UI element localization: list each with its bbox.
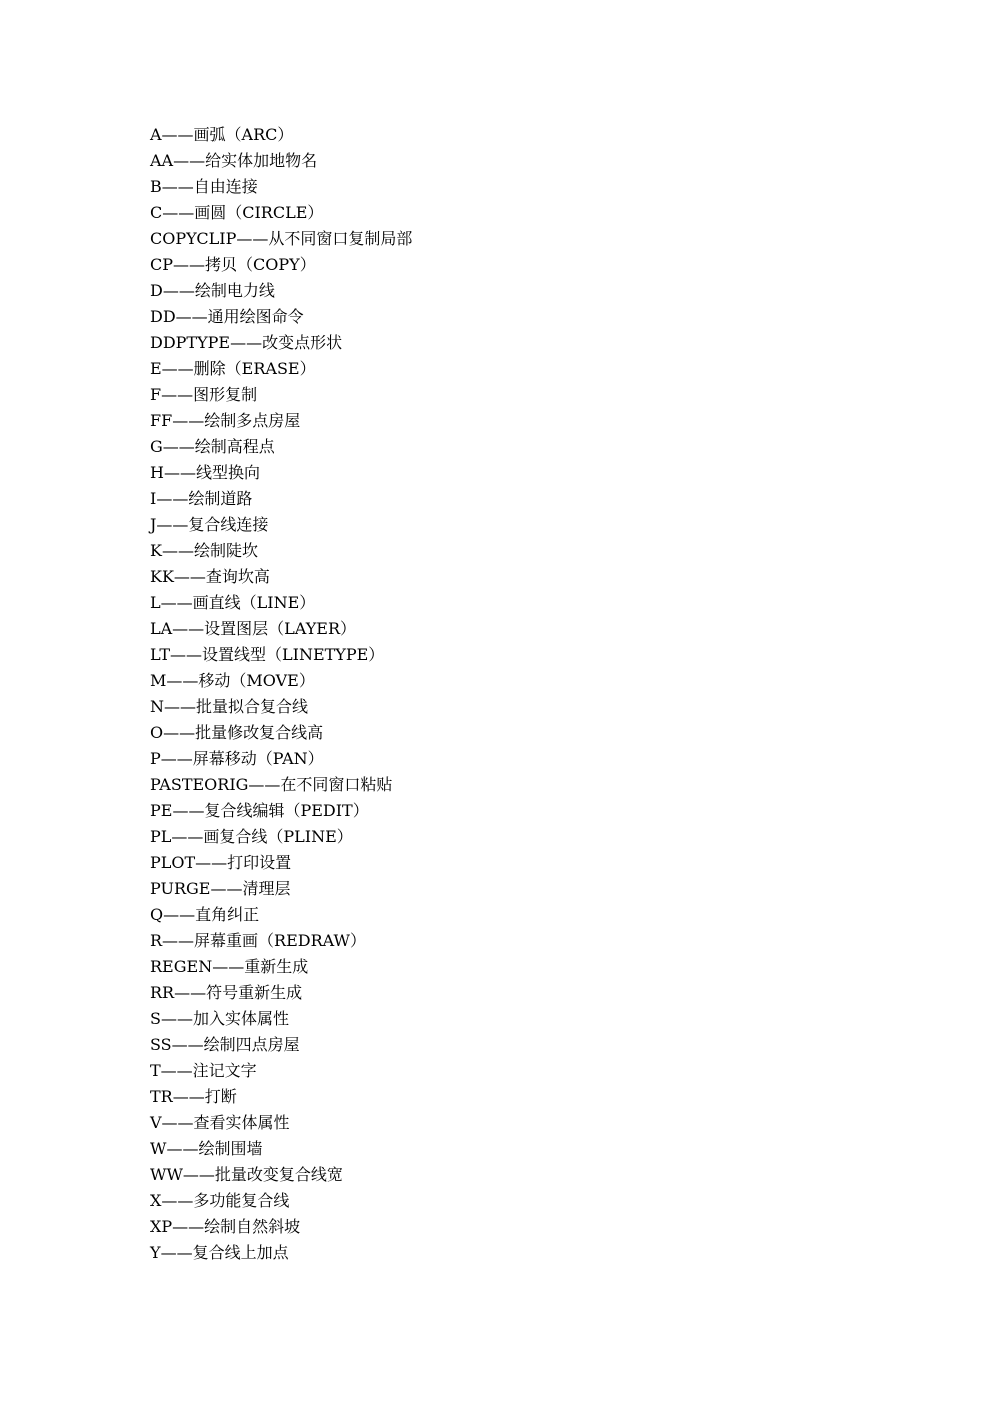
command-line: O——批量修改复合线高 (150, 723, 324, 742)
command-line: A——画弧（ARC） (150, 125, 294, 144)
command-line: V——查看实体属性 (150, 1113, 290, 1132)
command-line: W——绘制围墙 (150, 1139, 263, 1158)
command-line: R——屏幕重画（REDRAW） (150, 931, 367, 950)
command-line: PURGE——清理层 (150, 879, 291, 898)
command-line: Y——复合线上加点 (150, 1243, 289, 1262)
command-shortcut-list (150, 122, 412, 1266)
command-line: B——自由连接 (150, 177, 258, 196)
command-line: J——复合线连接 (150, 515, 269, 534)
command-line: RR——符号重新生成 (150, 983, 303, 1002)
command-line: KK——查询坎高 (150, 567, 270, 586)
command-line: P——屏幕移动（PAN） (150, 749, 324, 768)
command-line: Q——直角纠正 (150, 905, 260, 924)
command-line: G——绘制高程点 (150, 437, 275, 456)
command-line: LT——设置线型（LINETYPE） (150, 645, 385, 664)
command-line: LA——设置图层（LAYER） (150, 619, 357, 638)
command-line: H——线型换向 (150, 463, 260, 482)
command-line: REGEN——重新生成 (150, 957, 309, 976)
command-line: DDPTYPE——改变点形状 (150, 333, 343, 352)
command-line: C——画圆（CIRCLE） (150, 203, 324, 222)
command-line: X——多功能复合线 (150, 1191, 290, 1210)
command-line: PLOT——打印设置 (150, 853, 292, 872)
command-line: FF——绘制多点房屋 (150, 411, 301, 430)
command-line: L——画直线（LINE） (150, 593, 316, 612)
command-line: XP——绘制自然斜坡 (150, 1217, 301, 1236)
command-line: AA——给实体加地物名 (150, 151, 318, 170)
command-line: PE——复合线编辑（PEDIT） (150, 801, 369, 820)
command-line: WW——批量改变复合线宽 (150, 1165, 343, 1184)
command-line: F——图形复制 (150, 385, 258, 404)
command-line: N——批量拟合复合线 (150, 697, 309, 716)
command-line: I——绘制道路 (150, 489, 253, 508)
command-line: CP——拷贝（COPY） (150, 255, 316, 274)
command-line: DD——通用绘图命令 (150, 307, 304, 326)
command-line: M——移动（MOVE） (150, 671, 315, 690)
command-line: PASTEORIG——在不同窗口粘贴 (150, 775, 393, 794)
command-line: COPYCLIP——从不同窗口复制局部 (150, 229, 413, 248)
command-line: K——绘制陡坎 (150, 541, 258, 560)
command-line: S——加入实体属性 (150, 1009, 289, 1028)
command-line: E——删除（ERASE） (150, 359, 316, 378)
command-line: PL——画复合线（PLINE） (150, 827, 353, 846)
command-line: D——绘制电力线 (150, 281, 275, 300)
command-line: SS——绘制四点房屋 (150, 1035, 300, 1054)
command-line: T——注记文字 (150, 1061, 257, 1080)
command-line: TR——打断 (150, 1087, 237, 1106)
